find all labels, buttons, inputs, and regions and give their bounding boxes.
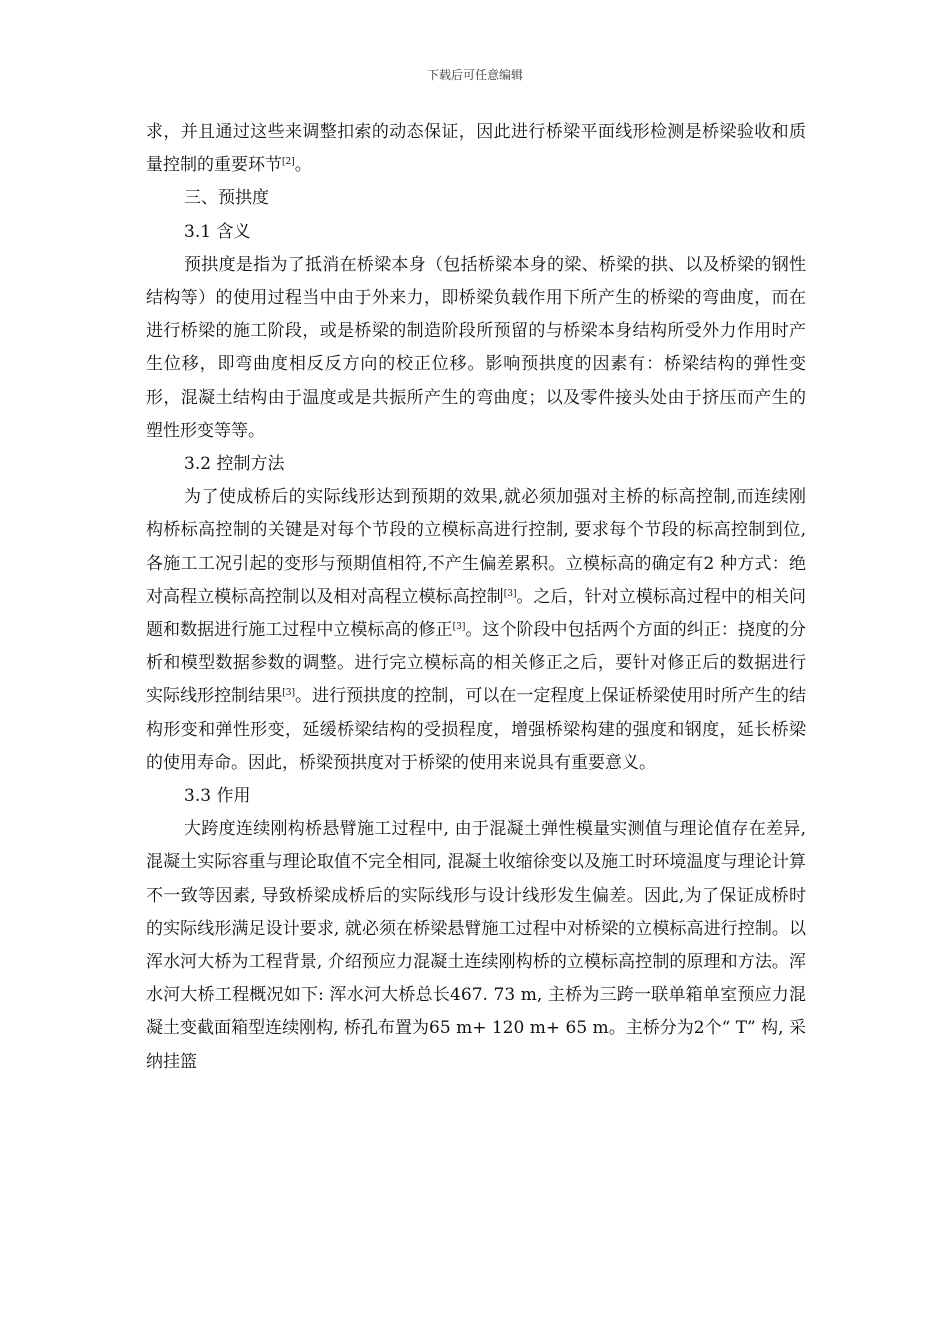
page-header: 下载后可任意编辑	[426, 68, 523, 82]
text-run: 。	[294, 155, 312, 176]
citation: [2]	[282, 157, 295, 168]
paragraph-control-method	[146, 481, 806, 780]
paragraph-intro	[146, 116, 806, 182]
subsection-heading: 3.2 控制方法	[184, 454, 285, 475]
subsection-heading: 3.1 含义	[184, 221, 251, 242]
paragraph-meaning: 预拱度是指为了抵消在桥梁本身（包括桥梁本身的梁、桥梁的拱、以及桥梁的钢性结构等）的使用过程当中由于外来力，即桥梁负载作用下所产生的桥梁的弯曲度，而在进行桥梁的施工阶段，或是桥梁的制造阶段所预留的与桥梁本身结构所受外力作用时产生位移，即弯曲度相反反方向的校正位移。影响预拱度的因素有：桥梁结构的弹性变形，混凝土结构由于温度或是共振所产生的弯曲度；以及零件接头处由于挤压而产生的塑性形变等等。	[146, 254, 806, 441]
subsection-heading: 3.3 作用	[184, 786, 251, 807]
citation: [3]	[452, 622, 466, 633]
text-run: 。这个阶段中包括两个方面的纠正：挠度的分析和模型数据参数的调整。进行完立模标高的相关修正之后，要针对修正后的数据进行实际线形控制结果	[146, 620, 807, 707]
section-heading: 三、预拱度	[184, 188, 269, 209]
text-run: 求，并且通过这些来调整扣索的动态保证，因此进行桥梁平面线形检测是桥梁验收和质量控制的重要环节	[146, 122, 806, 176]
text-run: 。之后，针对立模标高过程中的相关问题和数据进行施工过程中立模标高的修正	[146, 586, 807, 641]
text-run: 为了使成桥后的实际线形达到预期的效果,就必须加强对主桥的标高控制,而连续刚构桥标高控制的关键是对每个节段的立模标高进行控制, 要求每个节段的标高控制到位,各施工工况引起的变形与预期值相符,不产生偏差累积。立模标高的确定有2 种方式：绝对高程立模标高控制以及相对高程立模标高控制	[146, 487, 806, 607]
paragraph-function: 大跨度连续刚构桥悬臂施工过程中, 由于混凝土弹性模量实测值与理论值存在差异, 混凝土实际容重与理论取值不完全相同, 混凝土收缩徐变以及施工时环境温度与理论计算不一致等因素, 导致桥梁成桥后的实际线形与设计线形发生偏差。因此,为了保证成桥时的实际线形满足设计要求, 就必须在桥梁悬臂施工过程中对桥梁的立模标高进行控制。以浑水河大桥为工程背景, 介绍预应力混凝土连续刚构桥的立模标高控制的原理和方法。浑水河大桥工程概况如下: 浑水河大桥总长467. 73 m, 主桥为三跨一联单箱单室预应力混凝土变截面箱型连续刚构, 桥孔布置为65 m+ 120 m+ 65 m。主桥分为2个“ T” 构, 采纳挂篮	[146, 819, 806, 1072]
document-body	[146, 116, 806, 1079]
citation: [3]	[282, 688, 296, 699]
text-run: 。进行预拱度的控制，可以在一定程度上保证桥梁使用时所产生的结构形变和弹性形变，延缓桥梁结构的受损程度，增强桥梁构建的强度和钢度，延长桥梁的使用寿命。因此，桥梁预拱度对于桥梁的使用来说具有重要意义。	[146, 686, 807, 773]
citation: [3]	[503, 588, 517, 599]
